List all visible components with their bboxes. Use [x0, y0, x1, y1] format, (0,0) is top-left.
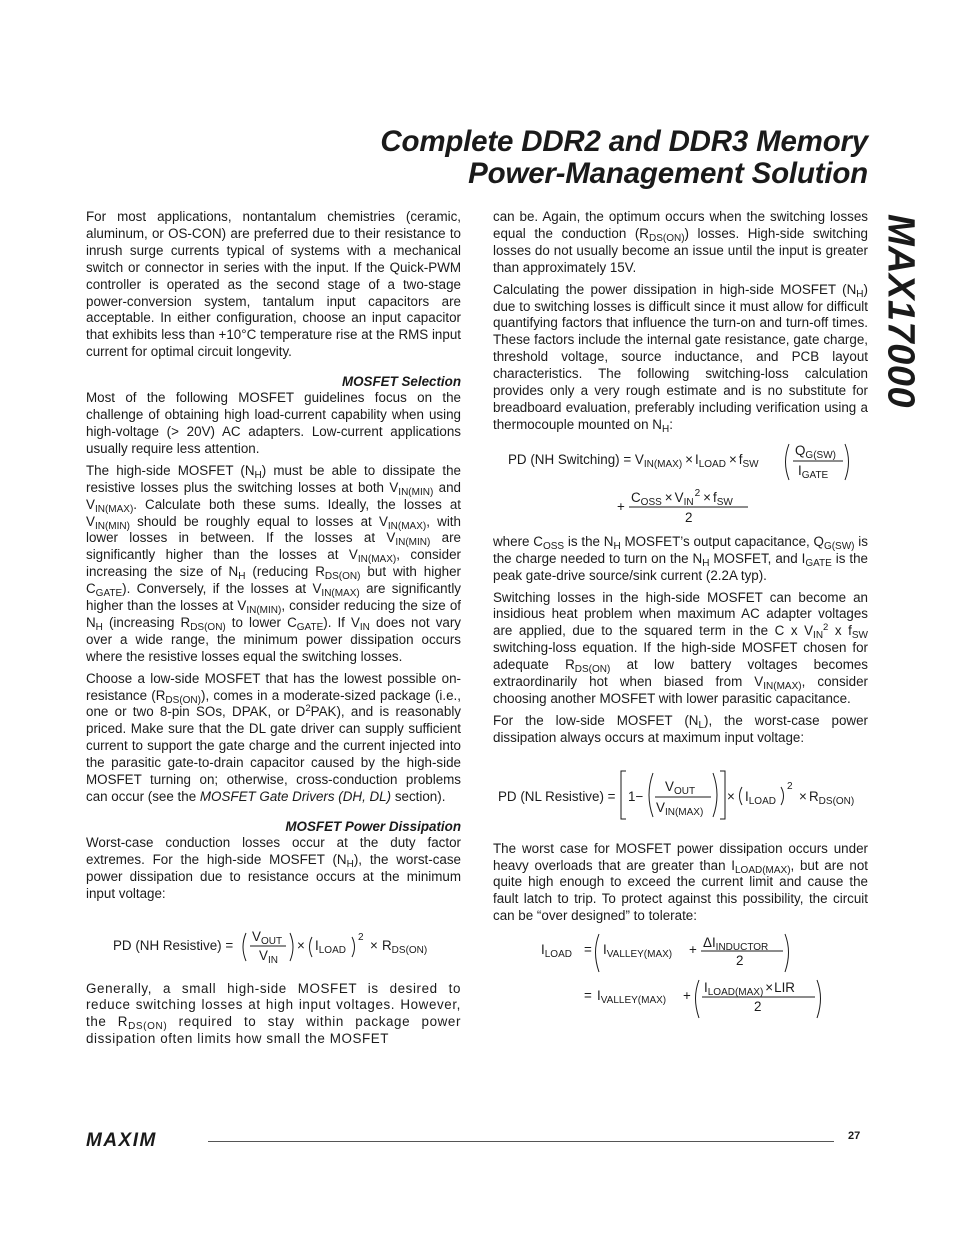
paragraph-where-coss: where $C_{OSS}$ is the $N_H$ MOSFET’s output capacitance, $Q_{G(SW)}$ is the charge needed to turn on the $N_H$ MOSFET, and $I_{GATE}$ is the peak gate-drive source/sink current (2.2A typ).	[493, 533, 868, 583]
paragraph-input-capacitor: For most applications, nontantalum chemistries (ceramic, aluminum, or OS-CON) are preferred due to their resistance to inrush surge currents typical of systems with a mechanical switch or connector in series with the input. If the Quick-PWM controller is operated as the second stage of a two-stage power-conversion system, tantalum input capacitors are acceptable. In either configuration, choose an input capacitor that exhibits less than +10°C temperature rise at the RMS input current for optimal circuit longevity.	[86, 209, 461, 360]
svg-text:MAXIM: MAXIM	[86, 1131, 157, 1149]
svg-text:×: ×	[297, 937, 305, 953]
equation-nh-switching	[493, 440, 868, 530]
svg-text:ILOAD: $I_{LOAD}$	[541, 942, 572, 961]
paragraph-low-side-mosfet: Choose a low-side MOSFET that has the lowest possible on-resistance $(R_{DS(ON)})$, comes in a moderate-sized package (i.e., one or two 8-pin SOs, DPAK, or $D^2PAK$), and is reasonably priced. Make sure that the DL gate driver can supply sufficient current to support the gate charge and the current injected into the parasitic gate-to-drain capacitor caused by the high-side MOSFET turning on; otherwise, cross-conduction problems can occur (see the MOSFET Gate Drivers (DH, DL) section).	[86, 670, 461, 804]
title-line-2: Power-Management Solution	[468, 157, 868, 190]
heading-mosfet-power-dissipation: MOSFET Power Dissipation	[285, 818, 461, 834]
svg-text:2: 2	[787, 780, 793, 792]
side-part-number-text: MAX17000	[879, 213, 922, 409]
heading-mosfet-selection: MOSFET Selection	[341, 374, 461, 390]
svg-text:COSS×VIN2×fSW: $C_{OSS} \times V_{IN}^2 \times f_{SW}$	[631, 487, 733, 508]
equation-iload-svg	[493, 930, 868, 1028]
svg-text:VOUT: $V_{OUT}$	[665, 778, 696, 797]
svg-text:×: ×	[370, 937, 378, 953]
paragraph-high-side-mosfet: The high-side MOSFET $(N_H)$ must be able to dissipate the resistive losses plus the switching losses at both $V_{IN(MIN)}$ and $V_{IN(MAX)}$. Calculate both these sums. Ideally, the losses at $V_{IN(MIN)}$ should be roughly equal to losses at $V_{IN(MAX)}$, with lower losses in between. If the losses at $V_{IN(MIN)}$ are significantly higher than the losses at $V_{IN(MAX)}$, consider increasing the size of $N_H$ (reducing $R_{DS(ON)}$ but with higher $C_{GATE}$). Conversely, if the losses at $V_{IN(MAX)}$ are significantly higher than the losses at $V_{IN(MIN)}$, consider reducing the size of $N_H$ (increasing $R_{DS(ON)}$ to lower $C_{GATE}$). If $V_{IN}$ does not vary over a wide range, the minimum power dissipation occurs where the resistive losses equal the switching losses.	[86, 462, 462, 664]
svg-text:2: 2	[736, 953, 744, 969]
paragraph-worst-case-overload: The worst case for MOSFET power dissipation occurs under heavy overloads that are greater than $I_{LOAD(MAX)}$, but are not quite high enough to exceed the current limit and cause the fault latch to trip. To protect against this possibility, the circuit can be “over designed” to tolerate:	[493, 840, 868, 924]
paragraph-low-side-worst-case: For the low-side MOSFET $(N_L)$, the worst-case power dissipation always occurs at maximum input voltage:	[493, 712, 868, 745]
equation-nh-switching-svg	[493, 440, 868, 530]
svg-text:IVALLEY(MAX): $I_{VALLEY(MAX)}$	[597, 988, 667, 1007]
svg-text:+: +	[683, 988, 691, 1004]
svg-text:2: 2	[754, 999, 762, 1015]
right-column	[493, 209, 868, 1028]
svg-text:PD (NH Resistive) =: PD (NH Resistive) =	[113, 937, 234, 953]
svg-text:IVALLEY(MAX): $I_{VALLEY(MAX)}$	[603, 942, 673, 961]
footer-rule	[208, 1141, 834, 1142]
svg-text:PD (NH Switching) = VIN(MAX)×I: PD (NH Switching) = $V_{IN(MAX)} \times I_{LOAD} \times f_{SW}$	[508, 451, 759, 470]
side-part-number	[872, 213, 928, 409]
paragraph-switching-losses: Calculating the power dissipation in high-side MOSFET $(N_H)$ due to switching losses is difficult since it must allow for difficult quantifying factors that influence the turn-on and turn-off times. These factors include the internal gate resistance, gate charge, threshold voltage, source inductance, and PCB layout characteristics. The following switching-loss calculation provides only a very rough estimate and is no substitute for breadboard evaluation, preferably including verification using a thermocouple mounted on $N_H$:	[493, 281, 868, 435]
paragraph-conduction-losses: Worst-case conduction losses occur at the duty factor extremes. For the high-side MOSFET $(N_H)$, the worst-case power dissipation due to resistance occurs at the minimum input voltage:	[86, 834, 461, 901]
left-column	[86, 209, 461, 1053]
page-number: 27	[848, 1130, 861, 1142]
paragraph-small-high-side: Generally, a small high-side MOSFET is desired to reduce switching losses at high input voltages. However, the $R_{DS(ON)}$ required to stay within package power dissipation often limits how small the MOSFET	[86, 980, 462, 1047]
equation-nl-resistive-svg	[493, 761, 868, 829]
svg-text:+: +	[617, 498, 625, 514]
title-line-1: Complete DDR2 and DDR3 Memory	[380, 125, 868, 158]
svg-text:+: +	[689, 942, 697, 958]
maxim-logo-svg	[86, 1131, 198, 1149]
equation-iload	[493, 930, 868, 1028]
svg-text:=: =	[584, 988, 592, 1004]
svg-text:ILOAD: $I_{LOAD}$	[745, 788, 776, 807]
svg-text:RDS(ON): $R_{DS(ON)}$	[809, 788, 855, 807]
svg-text:PD (NL Resistive) =: PD (NL Resistive) =	[498, 788, 616, 804]
svg-text:ILOAD(MAX)×LIR: $I_{LOAD(MAX)} \times LIR$	[704, 980, 795, 999]
svg-text:×: ×	[727, 788, 735, 804]
section-reference: MOSFET Gate Drivers (DH, DL)	[199, 789, 392, 804]
svg-text:×: ×	[799, 788, 807, 804]
svg-text:2: 2	[685, 509, 693, 525]
paragraph-mosfet-guidelines: Most of the following MOSFET guidelines focus on the challenge of obtaining high load-current capability when using high-voltage (> 20V) AC adapters. Low-current applications usually require less attention.	[86, 390, 461, 456]
svg-text:VIN: $V_{IN}$	[259, 947, 278, 966]
svg-text:ILOAD: $I_{LOAD}$	[315, 937, 346, 956]
svg-text:RDS(ON): $R_{DS(ON)}$	[382, 937, 428, 956]
svg-text:ΔIINDUCTOR: $\Delta I_{INDUCTOR}$	[703, 935, 769, 954]
svg-text:IGATE: $I_{GATE}$	[798, 462, 829, 481]
svg-text:QG(SW): $Q_{G(SW)}$	[795, 442, 836, 461]
svg-text:VIN(MAX): $V_{IN(MAX)}$	[656, 799, 704, 818]
svg-text:1−: 1−	[628, 788, 644, 804]
paragraph-optimum: can be. Again, the optimum occurs when the switching losses equal the conduction $(R_{DS(ON)})$ losses. High-side switching losses do not usually become an issue until the input is greater than approximately 15V.	[493, 209, 868, 275]
equation-nh-resistive-svg	[86, 917, 461, 975]
equation-nl-resistive	[493, 761, 868, 829]
svg-text:2: 2	[358, 931, 364, 943]
maxim-logo	[86, 1131, 198, 1154]
page-title	[380, 126, 868, 190]
svg-text:=: =	[584, 942, 592, 958]
paragraph-insidious-heat: Switching losses in the high-side MOSFET can become an insidious heat problem when maximum AC adapter voltages are applied, due to the squared term in the C x $V_{IN}^2$ x $f_{SW}$ switching-loss equation. If the high-side MOSFET chosen for adequate $R_{DS(ON)}$ at low battery voltages becomes extraordinarily hot when biased from $V_{IN(MAX)}$, consider choosing another MOSFET with lower parasitic capacitance.	[493, 589, 868, 706]
equation-nh-resistive	[86, 917, 461, 975]
svg-text:VOUT: $V_{OUT}$	[252, 928, 283, 947]
